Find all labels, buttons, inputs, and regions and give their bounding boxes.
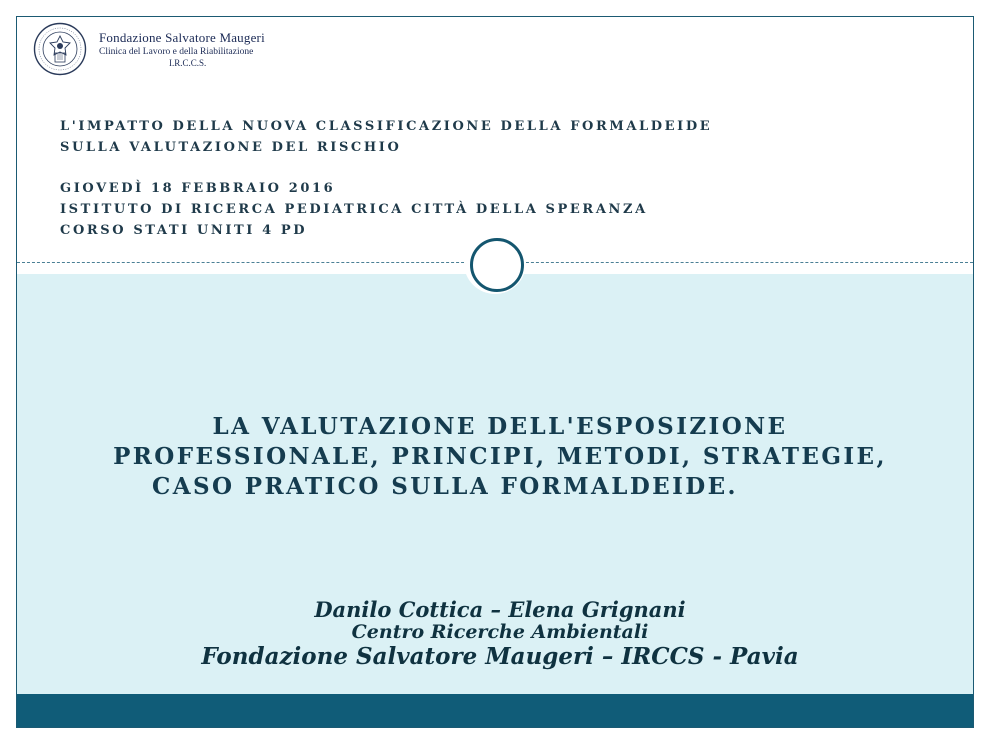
event-address: CORSO STATI UNITI 4 PD	[60, 223, 308, 238]
main-title-line1: LA VALUTAZIONE DELL'ESPOSIZIONE	[212, 413, 788, 440]
maugeri-seal-icon	[33, 22, 87, 76]
main-title-line3: CASO PRATICO SULLA FORMALDEIDE.	[152, 473, 738, 500]
event-venue: ISTITUTO DI RICERCA PEDIATRICA CITTÀ DELLA SPERANZA	[60, 202, 648, 217]
bottom-bar	[17, 694, 973, 727]
event-info	[60, 116, 940, 241]
logo-irccs: I.R.C.C.S.	[169, 58, 207, 68]
logo-text	[99, 30, 265, 68]
main-title	[60, 412, 940, 502]
event-date: GIOVEDÌ 18 FEBBRAIO 2016	[60, 181, 336, 196]
divider-circle-icon	[470, 238, 524, 292]
author-department: Centro Ricerche Ambientali	[351, 621, 649, 643]
author-names: Danilo Cottica – Elena Grignani	[314, 597, 686, 622]
logo-foundation-name: Fondazione Salvatore Maugeri	[99, 30, 265, 45]
authors	[60, 598, 940, 672]
event-title-line1: L'IMPATTO DELLA NUOVA CLASSIFICAZIONE DELLA FORMALDEIDE	[60, 119, 713, 134]
logo-clinic-name: Clinica del Lavoro e della Riabilitazione	[99, 47, 254, 57]
event-title-line2: SULLA VALUTAZIONE DEL RISCHIO	[60, 140, 402, 155]
author-institution: Fondazione Salvatore Maugeri – IRCCS - Pavia	[201, 643, 799, 670]
main-title-line2: PROFESSIONALE, PRINCIPI, METODI, STRATEGIE,	[113, 443, 887, 470]
